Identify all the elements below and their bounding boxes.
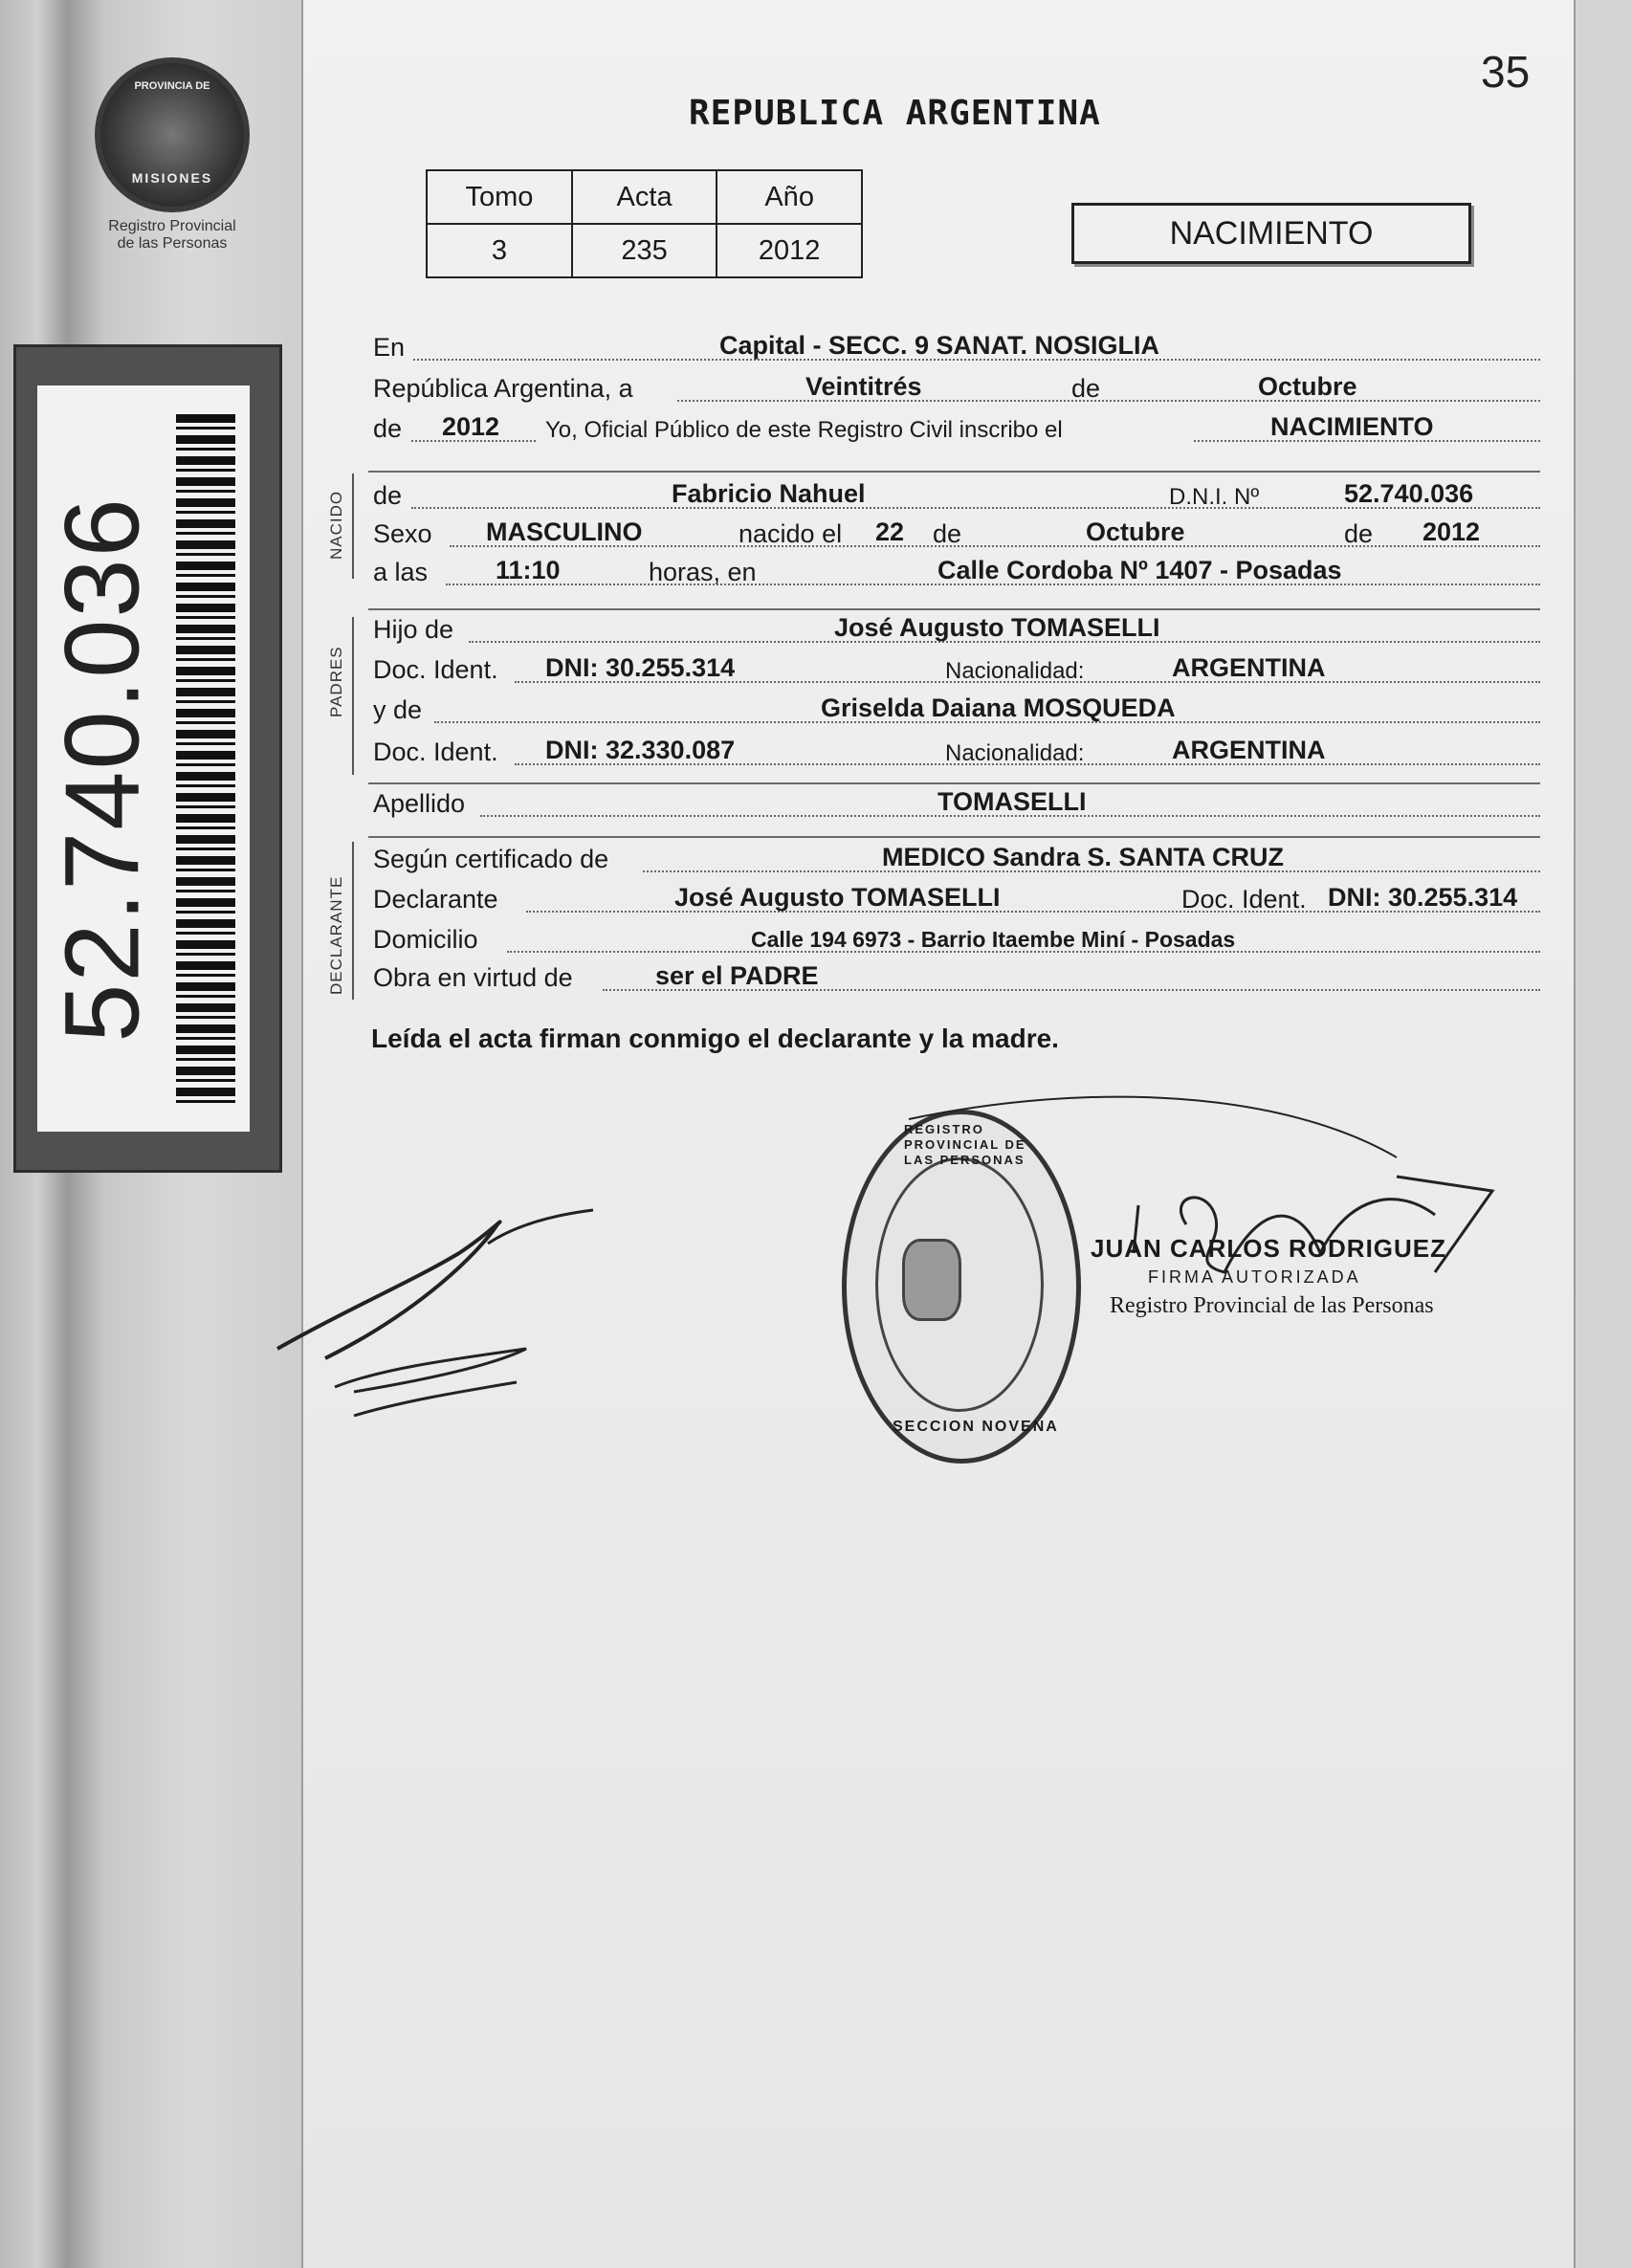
registry-header-acta: Acta [572,170,717,224]
label-anio-de: de [373,414,403,443]
logo-caption-line1: Registro Provincial [108,218,236,234]
official-role: FIRMA AUTORIZADA [1148,1267,1361,1287]
registry-value-acta: 235 [572,224,717,277]
value-apellido: TOMASELLI [937,787,1087,816]
label-declarante: Declarante [373,885,498,914]
label-y-de: y de [373,695,423,724]
label-nacido-anio-de: de [1344,519,1374,548]
label-inscribo: Yo, Oficial Público de este Registro Civil inscribo el [545,417,1063,443]
value-domicilio: Calle 194 6973 - Barrio Itaembe Miní - Posadas [751,927,1236,952]
label-domicilio: Domicilio [373,925,478,954]
barcode-bars-icon [176,414,235,1103]
value-nacido-mes: Octubre [1086,517,1185,546]
value-madre-doc: DNI: 32.330.087 [545,736,736,764]
value-dia: Veintitrés [805,372,922,401]
registry-header-row [427,170,862,224]
official-office: Registro Provincial de las Personas [1110,1293,1434,1318]
value-mes: Octubre [1258,372,1357,401]
value-lugar-nacimiento: Calle Cordoba Nº 1407 - Posadas [937,556,1342,584]
page-edge [1574,0,1632,2268]
label-padre-nacionalidad: Nacionalidad: [945,658,1085,684]
label-hora: a las [373,558,429,586]
label-apellido: Apellido [373,789,466,818]
barcode-card [13,344,282,1173]
barcode-number: 52.740.036 [43,496,162,1043]
registry-value-row [427,224,862,277]
side-label-padres: PADRES [327,646,345,717]
registry-table [426,169,863,278]
line-nombre [373,478,1540,515]
stamp-bottom-text: SECCION NOVENA [893,1419,1059,1435]
label-certificado: Según certificado de [373,845,609,873]
line-padre [373,612,1540,649]
section-divider [368,471,1540,473]
nacido-rule [352,473,354,579]
seal-word: MISIONES [131,170,213,186]
value-certificado: MEDICO Sandra S. SANTA CRUZ [882,843,1285,871]
side-label-nacido: NACIDO [327,490,345,560]
registry-header-tomo: Tomo [427,170,572,224]
section-divider [368,608,1540,610]
registry-header-anio: Año [717,170,862,224]
value-madre: Griselda Daiana MOSQUEDA [821,694,1176,722]
label-declarante-doc: Doc. Ident. [1181,885,1307,914]
declarant-signature [268,1196,593,1435]
value-nombre: Fabricio Nahuel [672,479,866,508]
line-sexo [373,517,1540,553]
value-dni: 52.740.036 [1344,479,1474,508]
registry-value-anio: 2012 [717,224,862,277]
value-anio: 2012 [442,412,500,441]
registry-logo [77,57,268,253]
value-padre-nacionalidad: ARGENTINA [1172,653,1326,682]
line-domicilio [373,922,1540,958]
padres-rule [352,617,354,775]
value-declarante: José Augusto TOMASELLI [674,883,1001,912]
line-padre-doc [373,652,1540,689]
acta-type-box: NACIMIENTO [1071,203,1471,264]
label-en: En [373,333,406,362]
side-label-declarante: DECLARANTE [327,875,345,995]
line-madre [373,693,1540,729]
label-madre-nacionalidad: Nacionalidad: [945,740,1085,766]
value-nacido-anio: 2012 [1422,517,1481,546]
line-madre-doc [373,735,1540,771]
line-hora [373,555,1540,591]
label-padre-doc: Doc. Ident. [373,655,498,684]
logo-caption [77,218,268,253]
page-number: 35 [1481,47,1531,97]
line-certificado [373,842,1540,878]
label-madre-doc: Doc. Ident. [373,738,498,766]
label-obra: Obra en virtud de [373,963,573,992]
declarante-rule [352,842,354,1000]
line-fecha [373,371,1540,407]
value-sexo: MASCULINO [486,517,643,546]
label-republica: República Argentina, a [373,374,633,403]
value-hora: 11:10 [496,556,561,584]
label-hijo-de: Hijo de [373,615,454,644]
closing-statement: Leída el acta firman conmigo el declarante y la madre. [371,1024,1059,1053]
registry-value-tomo: 3 [427,224,572,277]
line-en [373,330,1540,366]
line-obra [373,960,1540,997]
value-nacido-dia: 22 [875,517,905,546]
label-nacido-el: nacido el [739,519,843,548]
label-de: de [1071,374,1101,403]
line-declarante [373,882,1540,918]
value-madre-nacionalidad: ARGENTINA [1172,736,1326,764]
line-apellido [373,786,1540,823]
official-name: JUAN CARLOS RODRIGUEZ [1091,1234,1447,1263]
seal-top-text: PROVINCIA DE [134,80,210,92]
line-anio [373,411,1540,448]
logo-caption-line2: de las Personas [117,235,228,252]
value-declarante-doc: DNI: 30.255.314 [1328,883,1518,912]
official-signature-block [1091,1234,1446,1319]
document-title: REPUBLICA ARGENTINA [689,94,1101,133]
label-horas-en: horas, en [649,558,757,586]
label-nombre-de: de [373,481,403,510]
stamp-top-text: REGISTRO PROVINCIAL DE LAS PERSONAS [904,1122,1026,1167]
value-obra: ser el PADRE [655,961,819,990]
barcode-label [37,385,250,1132]
value-lugar-registro: Capital - SECC. 9 SANAT. NOSIGLIA [719,331,1160,360]
value-inscribo: NACIMIENTO [1270,412,1434,441]
value-padre: José Augusto TOMASELLI [834,613,1160,642]
label-nacido-de: de [933,519,962,548]
section-divider [368,836,1540,838]
section-divider [368,782,1540,784]
label-dni: D.N.I. Nº [1169,484,1260,510]
label-sexo: Sexo [373,519,432,548]
province-seal-icon [95,57,250,212]
value-padre-doc: DNI: 30.255.314 [545,653,736,682]
